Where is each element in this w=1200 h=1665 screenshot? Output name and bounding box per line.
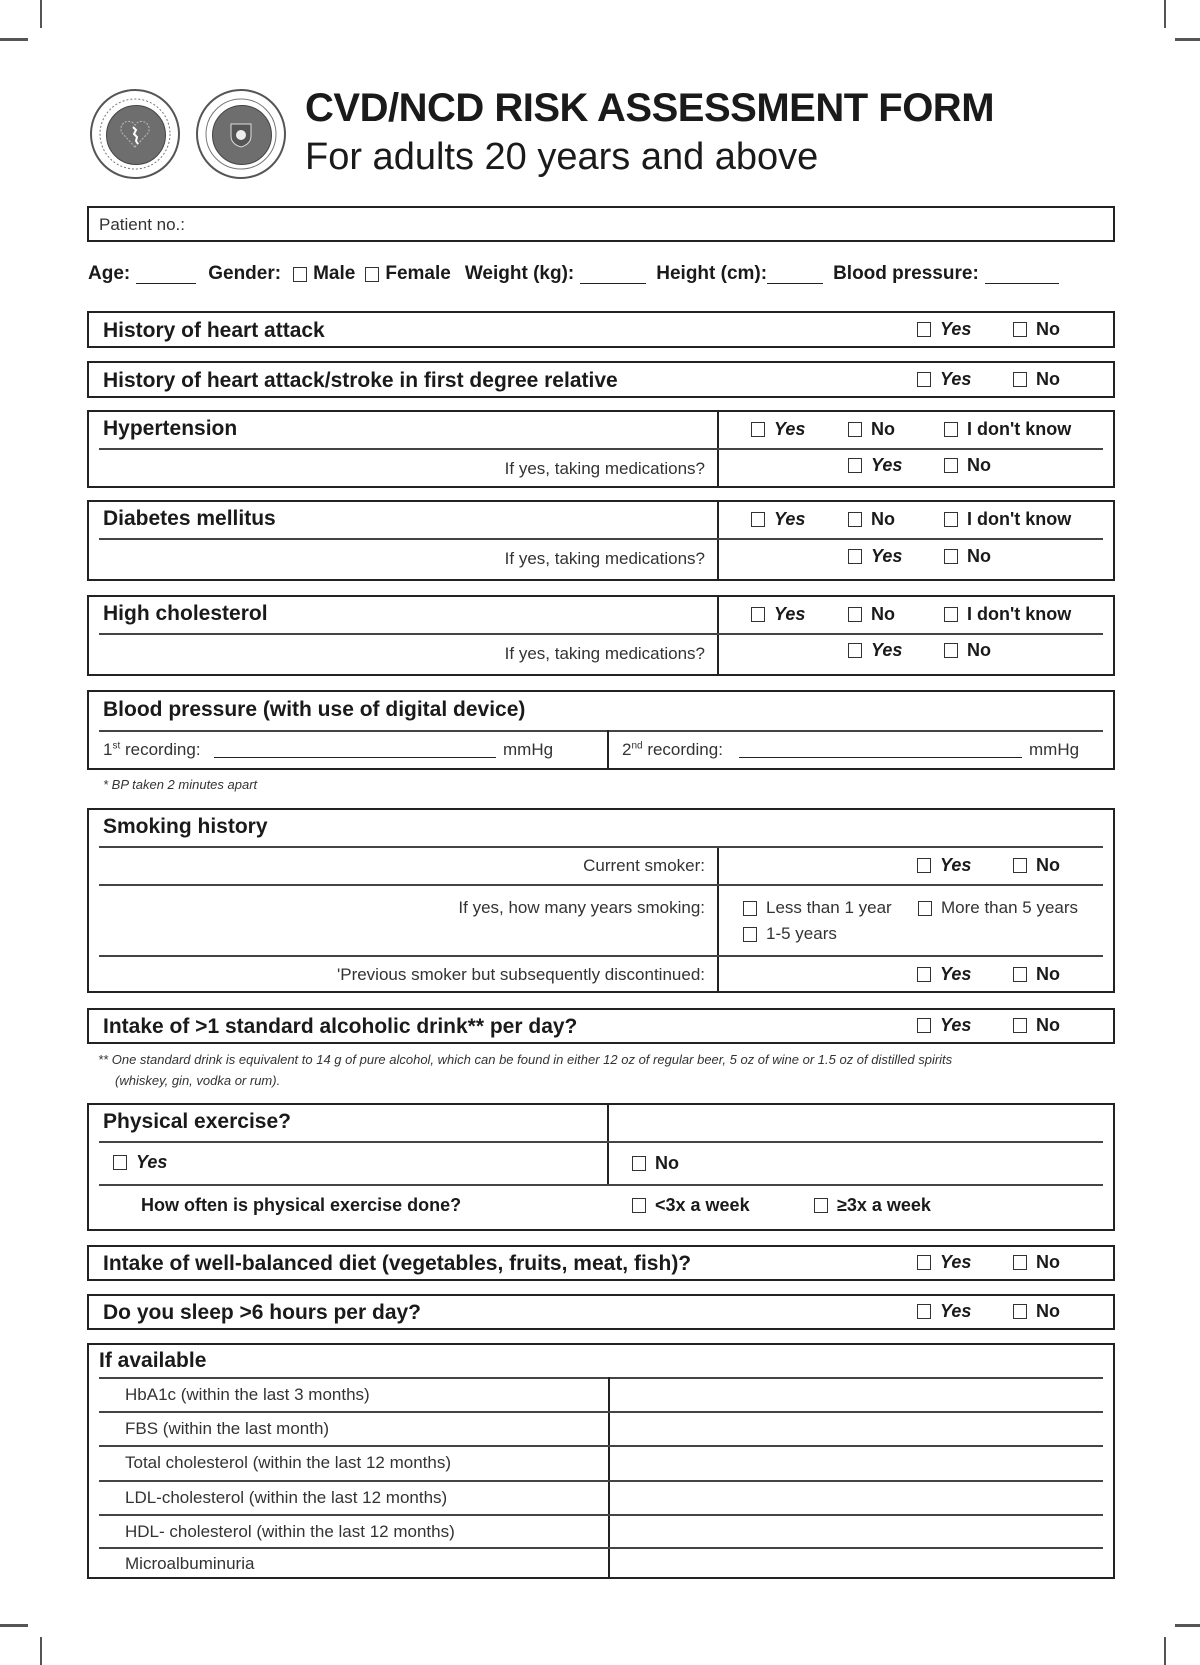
heart-attack-section [87,311,1115,348]
checkbox-icon[interactable] [743,927,757,942]
checkbox-icon[interactable] [751,607,765,622]
bp-label: Blood pressure: [833,263,979,284]
heart-attack-no[interactable]: No [1013,319,1060,340]
checkbox-icon[interactable] [814,1198,828,1213]
weight-field[interactable] [580,265,646,284]
lab-row-label-hdl: HDL- cholesterol (within the last 12 months) [125,1522,455,1541]
cholesterol-yes[interactable]: Yes [751,604,805,625]
diet-no[interactable]: No [1013,1252,1060,1273]
relative-history-question: History of heart attack/stroke in first degree relative [103,369,618,392]
hypertension-question: Hypertension [103,417,238,440]
blood-pressure-title: Blood pressure (with use of digital device) [103,698,526,721]
lab-row-label-total-cholesterol: Total cholesterol (within the last 12 months) [125,1453,451,1472]
shield-emblem-icon [226,119,256,149]
hypertension-section [87,410,1115,488]
heart-attack-question: History of heart attack [103,319,325,342]
diabetes-meds-no[interactable]: No [944,546,991,567]
male-label: Male [313,263,356,284]
checkbox-icon[interactable] [1013,1018,1027,1033]
row-divider [99,448,1103,450]
row-divider [99,884,1103,886]
blood-pressure-section [87,690,1115,770]
lab-row-label-microalbuminuria: Microalbuminuria [125,1554,255,1573]
checkbox-icon[interactable] [917,967,931,982]
lab-value-microalbuminuria[interactable] [611,1548,1113,1578]
checkbox-icon[interactable] [944,549,958,564]
lab-value-total-cholesterol[interactable] [611,1446,1113,1479]
checkbox-icon[interactable] [944,512,958,527]
relative-yes[interactable]: Yes [917,369,971,390]
hypertension-no[interactable]: No [848,419,895,440]
checkbox-icon[interactable] [751,512,765,527]
checkbox-icon[interactable] [751,422,765,437]
heart-attack-yes[interactable]: Yes [917,319,971,340]
diabetes-dont-know[interactable]: I don't know [944,509,1071,530]
hypertension-yes[interactable]: Yes [751,419,805,440]
alcohol-section [87,1008,1115,1044]
hypertension-society-logo [90,89,180,179]
weight-label: Weight (kg): [464,263,575,284]
years-smoking-label: If yes, how many years smoking: [458,898,705,917]
checkbox-icon[interactable] [918,901,932,916]
checkbox-icon[interactable] [917,1018,931,1033]
crop-mark [0,1624,28,1627]
diet-section [87,1245,1115,1281]
checkbox-icon[interactable] [848,512,862,527]
diabetes-medications-label: If yes, taking medications? [504,549,705,568]
row-divider [99,730,1103,732]
crop-mark [40,1637,42,1665]
smoking-title: Smoking history [103,815,268,838]
previous-smoker-no[interactable]: No [1013,964,1060,985]
hypertension-meds-yes[interactable]: Yes [848,455,902,476]
checkbox-icon[interactable] [944,422,958,437]
column-divider [717,846,719,991]
exercise-section [87,1103,1115,1231]
alcohol-question: Intake of >1 standard alcoholic drink** per day? [103,1015,578,1038]
years-less-than-1[interactable]: Less than 1 year [743,898,892,918]
lab-results-section [87,1343,1115,1579]
age-label: Age: [88,263,131,284]
lab-row-label-hba1c: HbA1c (within the last 3 months) [125,1385,370,1404]
bp-footnote: * BP taken 2 minutes apart [103,777,258,792]
diabetes-yes[interactable]: Yes [751,509,805,530]
checkbox-icon[interactable] [944,643,958,658]
alcohol-no[interactable]: No [1013,1015,1060,1036]
row-divider [99,1184,1103,1186]
sleep-yes[interactable]: Yes [917,1301,971,1322]
form-subtitle: For adults 20 years and above [305,136,819,178]
row-divider [99,538,1103,540]
row-divider [99,955,1103,957]
sleep-question: Do you sleep >6 hours per day? [103,1301,422,1324]
heart-map-icon [118,117,152,151]
diet-yes[interactable]: Yes [917,1252,971,1273]
checkbox-icon[interactable] [848,458,862,473]
crop-mark [1164,1637,1166,1665]
second-recording-field[interactable] [739,739,1022,758]
column-divider [607,1105,609,1185]
checkbox-icon[interactable] [743,901,757,916]
column-divider [717,502,719,579]
crop-mark [1175,1624,1200,1627]
first-recording-field[interactable] [214,739,496,758]
smoking-section [87,808,1115,993]
patient-no-label: Patient no.: [99,215,186,234]
checkbox-icon[interactable] [917,1304,931,1319]
row-divider [99,846,1103,848]
male-checkbox[interactable] [293,267,307,282]
second-recording-label: 2nd recording: [622,740,723,759]
checkbox-icon[interactable] [632,1156,646,1171]
department-of-health-logo [196,89,286,179]
checkbox-icon[interactable] [944,458,958,473]
alcohol-footnote-line1: ** One standard drink is equivalent to 14 g of pure alcohol, which can be found in either 12 oz of regular beer, 5 oz of wine or 1.5 oz of distilled spirits [98,1052,953,1067]
crop-mark [40,0,42,28]
exercise-3-or-more[interactable]: ≥3x a week [814,1195,931,1216]
hypertension-meds-no[interactable]: No [944,455,991,476]
cholesterol-section [87,595,1115,676]
checkbox-icon[interactable] [1013,967,1027,982]
checkbox-icon[interactable] [1013,322,1027,337]
alcohol-footnote-line2: (whiskey, gin, vodka or rum). [115,1073,281,1088]
cholesterol-meds-yes[interactable]: Yes [848,640,902,661]
years-1-to-5[interactable]: 1-5 years [743,924,837,944]
lab-value-fbs[interactable] [611,1412,1113,1444]
checkbox-icon[interactable] [848,422,862,437]
column-divider [717,597,719,674]
diabetes-meds-yes[interactable]: Yes [848,546,902,567]
lab-results-title: If available [99,1349,207,1372]
relative-no[interactable]: No [1013,369,1060,390]
bp-field[interactable] [985,265,1059,284]
checkbox-icon[interactable] [917,1255,931,1270]
exercise-no[interactable]: No [632,1153,679,1174]
previous-smoker-yes[interactable]: Yes [917,964,971,985]
sleep-section [87,1294,1115,1330]
cholesterol-meds-no[interactable]: No [944,640,991,661]
female-checkbox[interactable] [365,267,379,282]
first-recording-label: 1st recording: [103,740,201,759]
checkbox-icon[interactable] [848,549,862,564]
alcohol-yes[interactable]: Yes [917,1015,971,1036]
hypertension-medications-label: If yes, taking medications? [504,459,705,478]
second-recording-unit: mmHg [1029,740,1080,759]
cholesterol-medications-label: If yes, taking medications? [504,644,705,663]
demographics-row [88,263,1059,285]
exercise-title: Physical exercise? [103,1110,291,1133]
relative-history-section [87,361,1115,398]
height-label: Height (cm): [656,263,768,284]
checkbox-icon[interactable] [1013,1304,1027,1319]
current-smoker-no[interactable]: No [1013,855,1060,876]
checkbox-icon[interactable] [113,1155,127,1170]
checkbox-icon[interactable] [848,643,862,658]
diabetes-section [87,500,1115,581]
first-recording-unit: mmHg [503,740,554,759]
column-divider [607,730,609,768]
lab-value-hdl[interactable] [611,1515,1113,1546]
cholesterol-dont-know[interactable]: I don't know [944,604,1071,625]
checkbox-icon[interactable] [917,858,931,873]
current-smoker-label: Current smoker: [583,856,705,875]
checkbox-icon[interactable] [917,372,931,387]
previous-smoker-label: 'Previous smoker but subsequently discontinued: [336,965,705,984]
diet-question: Intake of well-balanced diet (vegetables, fruits, meat, fish)? [103,1252,692,1275]
checkbox-icon[interactable] [632,1198,646,1213]
row-divider [99,633,1103,635]
crop-mark [1164,0,1166,28]
checkbox-icon[interactable] [848,607,862,622]
lab-row-label-fbs: FBS (within the last month) [125,1419,330,1438]
female-label: Female [385,263,451,284]
checkbox-icon[interactable] [917,322,931,337]
cholesterol-question: High cholesterol [103,602,268,625]
checkbox-icon[interactable] [1013,372,1027,387]
diabetes-no[interactable]: No [848,509,895,530]
checkbox-icon[interactable] [944,607,958,622]
lab-value-ldl[interactable] [611,1481,1113,1513]
checkbox-icon[interactable] [1013,1255,1027,1270]
height-field[interactable] [767,265,823,284]
patient-no-field[interactable] [87,206,1115,242]
lab-value-hba1c[interactable] [611,1378,1113,1410]
cholesterol-no[interactable]: No [848,604,895,625]
crop-mark [0,38,28,41]
hypertension-dont-know[interactable]: I don't know [944,419,1071,440]
diabetes-question: Diabetes mellitus [103,507,276,530]
crop-mark [1175,38,1200,41]
form-title: CVD/NCD RISK ASSESSMENT FORM [305,86,995,130]
age-field[interactable] [136,265,196,284]
gender-label: Gender: [208,263,282,284]
years-more-than-5[interactable]: More than 5 years [918,898,1078,918]
exercise-less-than-3[interactable]: <3x a week [632,1195,750,1216]
current-smoker-yes[interactable]: Yes [917,855,971,876]
exercise-yes[interactable]: Yes [113,1152,167,1173]
checkbox-icon[interactable] [1013,858,1027,873]
row-divider [99,1141,1103,1143]
sleep-no[interactable]: No [1013,1301,1060,1322]
exercise-frequency-label: How often is physical exercise done? [141,1195,462,1215]
lab-row-label-ldl: LDL-cholesterol (within the last 12 months) [125,1488,448,1507]
